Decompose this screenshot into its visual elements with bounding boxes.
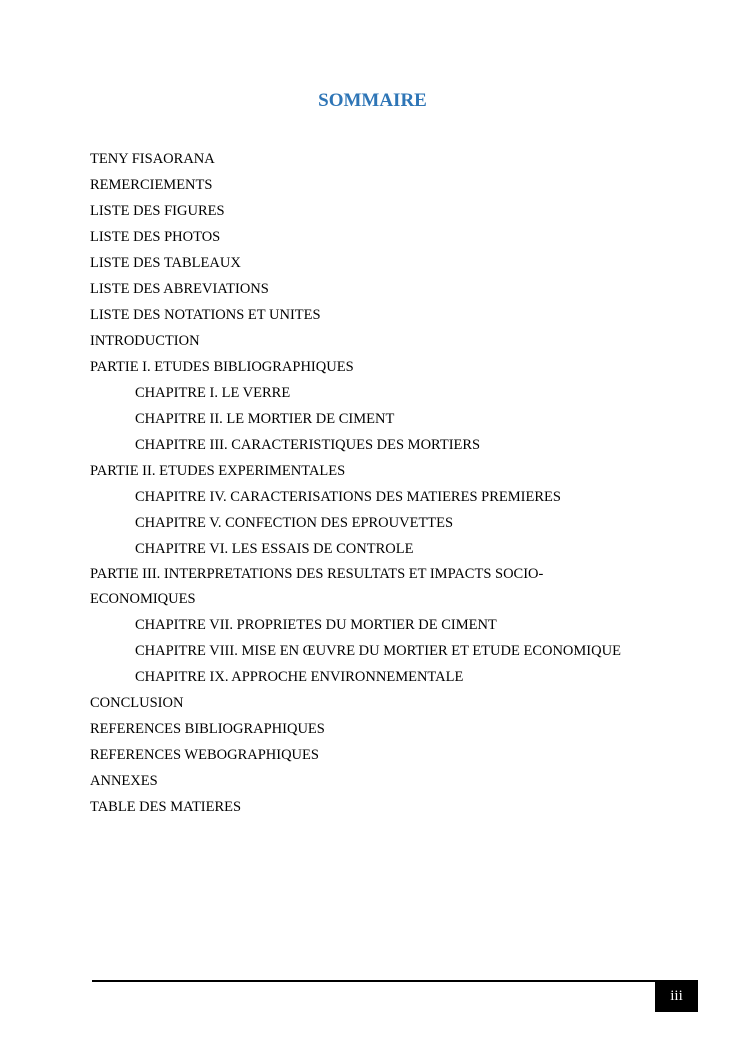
toc-item-chapitre-9[interactable]: CHAPITRE IX. APPROCHE ENVIRONNEMENTALE	[135, 669, 464, 685]
toc-item-partie-3[interactable]: PARTIE III. INTERPRETATIONS DES RESULTATS ET IMPACTS SOCIO-ECONOMIQUES	[90, 566, 544, 607]
toc-item-table-matieres[interactable]: TABLE DES MATIERES	[90, 799, 242, 815]
footer-divider	[92, 980, 698, 982]
toc-item-chapitre-6[interactable]: CHAPITRE VI. LES ESSAIS DE CONTROLE	[135, 541, 414, 557]
toc-item-teny-fisaorana[interactable]: TENY FISAORANA	[90, 151, 215, 167]
toc-item-chapitre-4[interactable]: CHAPITRE IV. CARACTERISATIONS DES MATIERES PREMIERES	[135, 489, 561, 505]
toc-item-chapitre-1[interactable]: CHAPITRE I. LE VERRE	[135, 385, 291, 401]
table-of-contents	[90, 146, 690, 820]
toc-item-references-webographiques[interactable]: REFERENCES WEBOGRAPHIQUES	[90, 747, 319, 763]
page-number: iii	[655, 981, 698, 1012]
toc-item-chapitre-8[interactable]: CHAPITRE VIII. MISE EN ŒUVRE DU MORTIER ET ETUDE ECONOMIQUE	[135, 643, 621, 659]
toc-item-introduction[interactable]: INTRODUCTION	[90, 333, 200, 349]
page-title: SOMMAIRE	[318, 90, 427, 111]
toc-item-liste-figures[interactable]: LISTE DES FIGURES	[90, 203, 225, 219]
toc-item-references-bibliographiques[interactable]: REFERENCES BIBLIOGRAPHIQUES	[90, 721, 325, 737]
toc-item-annexes[interactable]: ANNEXES	[90, 773, 158, 789]
toc-item-chapitre-7[interactable]: CHAPITRE VII. PROPRIETES DU MORTIER DE CIMENT	[135, 617, 497, 633]
toc-item-chapitre-5[interactable]: CHAPITRE V. CONFECTION DES EPROUVETTES	[135, 515, 454, 531]
toc-item-partie-1[interactable]: PARTIE I. ETUDES BIBLIOGRAPHIQUES	[90, 359, 354, 375]
toc-item-partie-2[interactable]: PARTIE II. ETUDES EXPERIMENTALES	[90, 463, 346, 479]
toc-item-liste-tableaux[interactable]: LISTE DES TABLEAUX	[90, 255, 241, 271]
toc-item-liste-notations[interactable]: LISTE DES NOTATIONS ET UNITES	[90, 307, 321, 323]
toc-item-chapitre-2[interactable]: CHAPITRE II. LE MORTIER DE CIMENT	[135, 411, 395, 427]
toc-item-chapitre-3[interactable]: CHAPITRE III. CARACTERISTIQUES DES MORTIERS	[135, 437, 481, 453]
toc-item-conclusion[interactable]: CONCLUSION	[90, 695, 184, 711]
toc-item-liste-photos[interactable]: LISTE DES PHOTOS	[90, 229, 221, 245]
toc-item-remerciements[interactable]: REMERCIEMENTS	[90, 177, 213, 193]
toc-item-liste-abreviations[interactable]: LISTE DES ABREVIATIONS	[90, 281, 269, 297]
